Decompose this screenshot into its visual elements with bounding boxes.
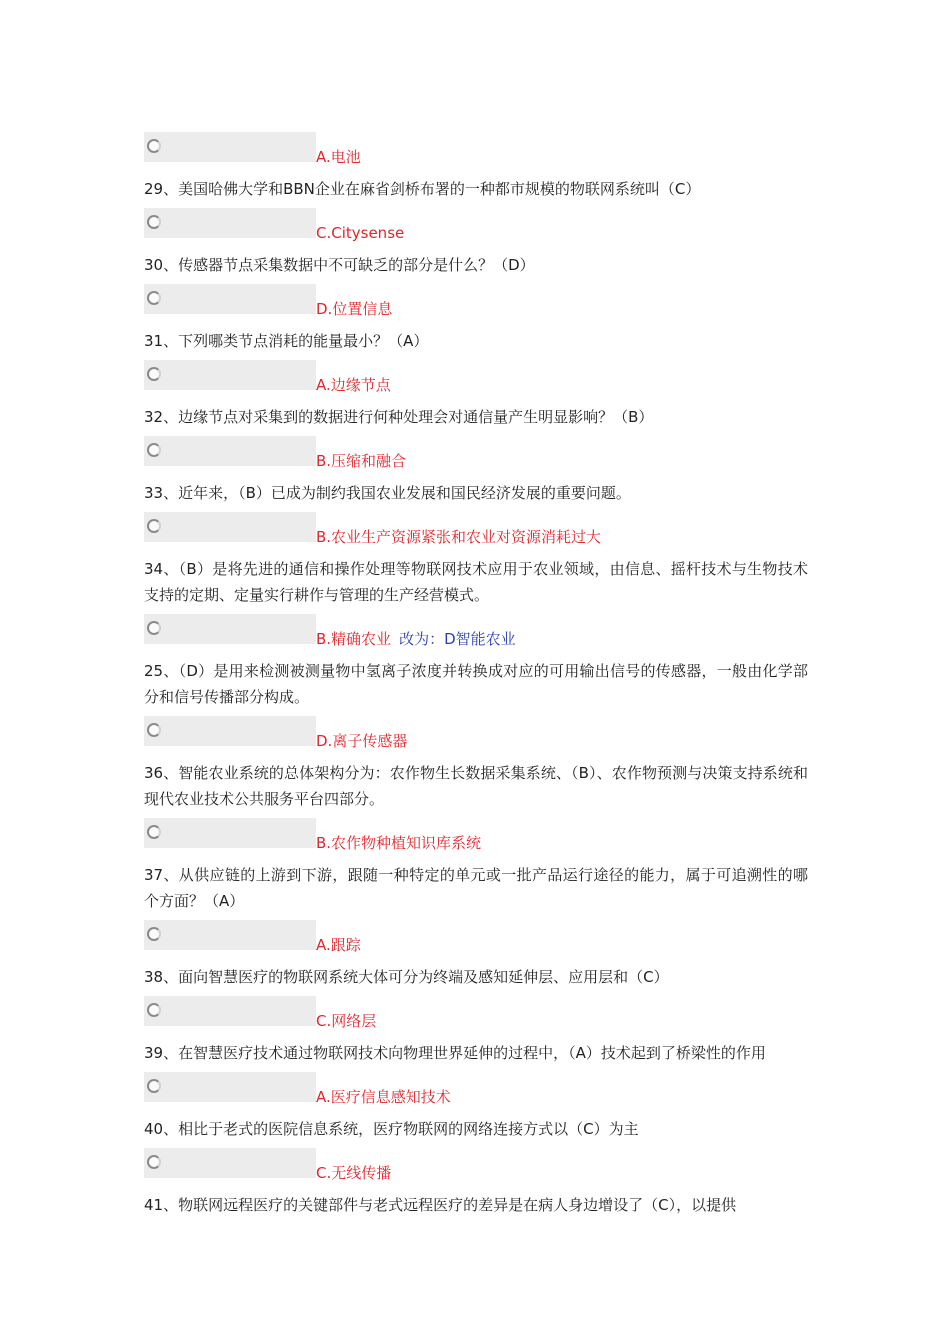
answer-label: C.Citysense bbox=[316, 224, 405, 242]
question-text: 37、从供应链的上游到下游，跟随一种特定的单元或一批产品运行途径的能力，属于可追溯性的哪个方面？（A） bbox=[144, 866, 808, 910]
radio-field[interactable] bbox=[144, 1148, 316, 1178]
answer-text bbox=[316, 833, 481, 853]
answer-text bbox=[316, 375, 391, 395]
question-text: 41、物联网远程医疗的关键部件与老式远程医疗的差异是在病人身边增设了（C），以提供 bbox=[144, 1196, 737, 1214]
question-text: 33、近年来，（B）已成为制约我国农业发展和国民经济发展的重要问题。 bbox=[144, 484, 631, 502]
answer-text bbox=[316, 1087, 451, 1107]
radio-field[interactable] bbox=[144, 284, 316, 314]
answer-option bbox=[144, 434, 808, 478]
answer-label: B.农作物种植知识库系统 bbox=[316, 834, 482, 852]
answer-option bbox=[144, 918, 808, 962]
radio-button-icon[interactable] bbox=[147, 215, 161, 229]
radio-field[interactable] bbox=[144, 818, 316, 848]
radio-field[interactable] bbox=[144, 716, 316, 746]
answer-label: B.精确农业 bbox=[316, 630, 392, 648]
radio-field[interactable] bbox=[144, 996, 316, 1026]
answer-option bbox=[144, 1146, 808, 1190]
question-list bbox=[144, 130, 808, 1222]
radio-button-icon[interactable] bbox=[147, 825, 161, 839]
radio-button-icon[interactable] bbox=[147, 723, 161, 737]
answer-text bbox=[316, 299, 392, 319]
question-text: 25、（D）是用来检测被测量物中氢离子浓度并转换成对应的可用输出信号的传感器，一般由化学部分和信号传播部分构成。 bbox=[144, 662, 808, 706]
answer-option bbox=[144, 206, 808, 250]
radio-button-icon[interactable] bbox=[147, 621, 161, 635]
answer-label: A.跟踪 bbox=[316, 936, 361, 954]
question-text: 36、智能农业系统的总体架构分为：农作物生长数据采集系统、（B）、农作物预测与决策支持系统和现代农业技术公共服务平台四部分。 bbox=[144, 764, 808, 808]
answer-label: B.压缩和融合 bbox=[316, 452, 407, 470]
question-text: 40、相比于老式的医院信息系统，医疗物联网的网络连接方式以（C）为主 bbox=[144, 1120, 639, 1138]
question-text: 29、美国哈佛大学和BBN企业在麻省剑桥布署的一种都市规模的物联网系统叫（C） bbox=[144, 180, 701, 198]
answer-label: C.网络层 bbox=[316, 1012, 377, 1030]
answer-text bbox=[316, 223, 404, 243]
answer-label: D.位置信息 bbox=[316, 300, 393, 318]
radio-field[interactable] bbox=[144, 208, 316, 238]
answer-text bbox=[316, 1163, 391, 1183]
answer-option bbox=[144, 714, 808, 758]
answer-option bbox=[144, 816, 808, 860]
answer-text bbox=[316, 935, 361, 955]
question-text: 31、下列哪类节点消耗的能量最小？（A） bbox=[144, 332, 429, 350]
answer-label: A.医疗信息感知技术 bbox=[316, 1088, 451, 1106]
radio-field[interactable] bbox=[144, 132, 316, 162]
answer-option bbox=[144, 130, 808, 174]
answer-label: B.农业生产资源紧张和农业对资源消耗过大 bbox=[316, 528, 602, 546]
question-text: 38、面向智慧医疗的物联网系统大体可分为终端及感知延伸层、应用层和（C） bbox=[144, 968, 669, 986]
question-text: 34、（B）是将先进的通信和操作处理等物联网技术应用于农业领域，由信息、摇杆技术与生物技术支持的定期、定量实行耕作与管理的生产经营模式。 bbox=[144, 560, 808, 604]
answer-text bbox=[316, 1011, 376, 1031]
answer-text bbox=[316, 527, 601, 547]
answer-text bbox=[316, 147, 361, 167]
radio-field[interactable] bbox=[144, 436, 316, 466]
answer-option bbox=[144, 994, 808, 1038]
radio-button-icon[interactable] bbox=[147, 367, 161, 381]
radio-button-icon[interactable] bbox=[147, 1155, 161, 1169]
answer-text bbox=[316, 731, 407, 751]
answer-correction: 改为：D智能农业 bbox=[399, 630, 516, 648]
answer-label: C.无线传播 bbox=[316, 1164, 392, 1182]
radio-button-icon[interactable] bbox=[147, 443, 161, 457]
radio-field[interactable] bbox=[144, 512, 316, 542]
answer-text bbox=[316, 629, 516, 649]
answer-option bbox=[144, 1070, 808, 1114]
radio-button-icon[interactable] bbox=[147, 927, 161, 941]
answer-option bbox=[144, 612, 808, 656]
answer-label: A.边缘节点 bbox=[316, 376, 391, 394]
radio-field[interactable] bbox=[144, 360, 316, 390]
radio-button-icon[interactable] bbox=[147, 1003, 161, 1017]
question-text: 32、边缘节点对采集到的数据进行何种处理会对通信量产生明显影响？（B） bbox=[144, 408, 654, 426]
answer-label: A.电池 bbox=[316, 148, 361, 166]
radio-button-icon[interactable] bbox=[147, 1079, 161, 1093]
radio-field[interactable] bbox=[144, 1072, 316, 1102]
answer-option bbox=[144, 510, 808, 554]
answer-option bbox=[144, 358, 808, 402]
answer-option bbox=[144, 282, 808, 326]
answer-text bbox=[316, 451, 406, 471]
radio-button-icon[interactable] bbox=[147, 139, 161, 153]
radio-button-icon[interactable] bbox=[147, 519, 161, 533]
radio-field[interactable] bbox=[144, 614, 316, 644]
answer-label: D.离子传感器 bbox=[316, 732, 408, 750]
question-text: 30、传感器节点采集数据中不可缺乏的部分是什么？（D） bbox=[144, 256, 535, 274]
radio-field[interactable] bbox=[144, 920, 316, 950]
radio-button-icon[interactable] bbox=[147, 291, 161, 305]
question-text: 39、在智慧医疗技术通过物联网技术向物理世界延伸的过程中，（A）技术起到了桥梁性的作用 bbox=[144, 1044, 766, 1062]
